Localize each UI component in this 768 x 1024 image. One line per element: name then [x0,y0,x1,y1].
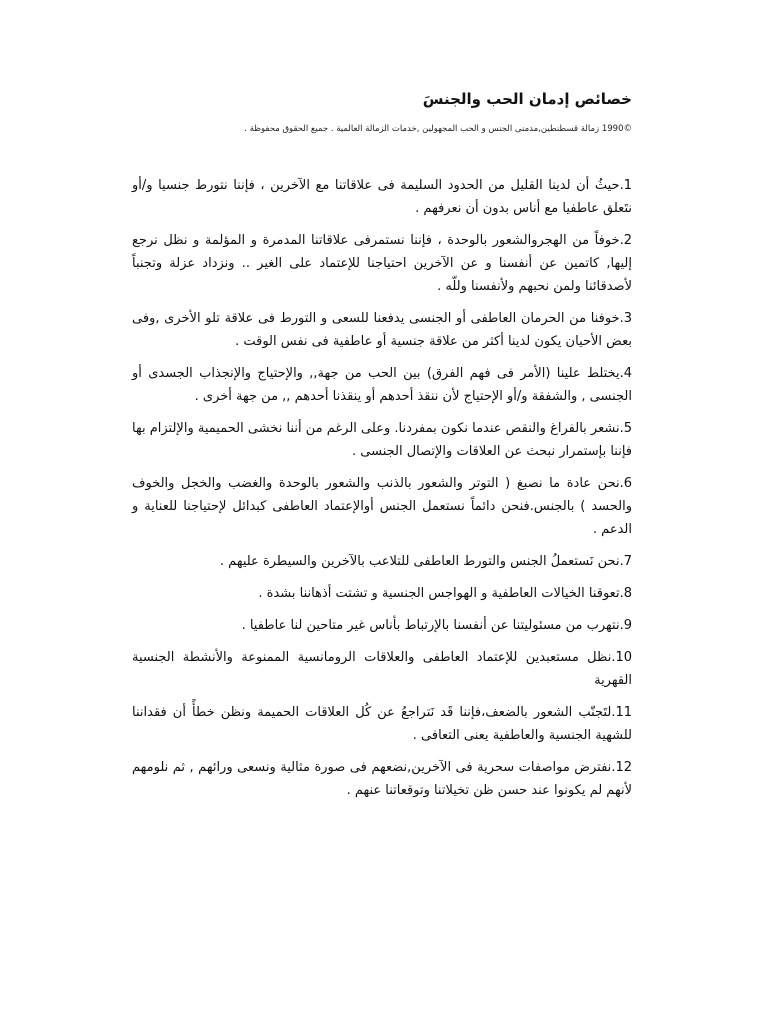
item-number: 11. [611,705,632,720]
list-item [132,582,632,605]
item-number: 6. [619,476,632,491]
list-item [132,550,632,573]
item-number: 8. [619,586,632,601]
item-text: نشعر بالفراغ والنقص عندما نكون بمفردنا. وعلى الرغم من أننا نخشى الحميمية والإلتزام بها فإننا بإستمرار نبحث عن العلاقات والإتصال الجنسى . [132,421,632,459]
item-text: يختلط علينا (الأمر فى فهم الفرق) بين الحب من جهة,, والإحتياج والإنجذاب الجسدى أو الجنسى , والشفقة و/أو الإحتياج لأن ننقذ أحدهم أو ينقذنا أحدهم ,, من جهة أخرى . [132,366,632,404]
characteristics-list [132,174,632,802]
item-text: حيثُ أن لدينا القليل من الحدود السليمة فى علاقاتنا مع الآخرين ، فإننا نتورط جنسيا و/أو نتَعلق عاطفيا مع أناس بدون أن نعرفهم . [132,178,632,216]
item-text: خوفاً من الهجروالشعور بالوحدة ، فإننا نستمرفى علاقاتنا المدمرة و المؤلمة و نظل نرجع إليها, كاتمين عن أنفسنا و عن الآخرين احتياجنا للإعتماد على الغير .. ونزداد عزلة وتجنباً لأصدقائنا ولمن نحبهم ولأنفسنا وللّه . [132,233,632,294]
list-item [132,614,632,637]
list-item [132,362,632,408]
item-number: 5. [619,421,632,436]
item-number: 7. [619,554,632,569]
list-item [132,472,632,541]
document-content [132,86,632,811]
list-item [132,174,632,220]
list-item [132,646,632,692]
list-item [132,417,632,463]
item-number: 9. [619,618,632,633]
copyright-notice: ©1990 زمالة قسطنطين,مدمنى الجنس و الحب المجهولين ,خدمات الزمالة العالمية . جميع الحقوق محفوظة . [244,124,632,134]
item-text: نفترض مواصفات سحرية فى الآخرين,نضعهم فى صورة مثالية ونسعى ورائهم , ثم نلومهم لأنهم لم يكونوا عند حسن ظن تخيلاتنا وتوقعاتنا عنهم . [132,760,632,798]
item-number: 10. [611,650,632,665]
item-text: تعوقنا الخيالات العاطفية و الهواجس الجنسية و تشتت أذهاننا بشدة . [258,586,620,601]
list-item [132,307,632,353]
item-text: نتهرب من مسئوليتنا عن أنفسنا بالإرتباط بأناس غير متاحين لنا عاطفيا . [241,618,620,633]
item-text: خوفنا من الحرمان العاطفى أو الجنسى يدفعنا للسعى و التورط فى علاقة تلو الأخرى ,وفى بعض الأحيان يكون لدينا أكثر من علاقة جنسية أو عاطفية فى نفس الوقت . [132,311,632,349]
item-number: 3. [619,311,632,326]
item-number: 4. [619,366,632,381]
item-text: لتَجنّب الشعور بالضعف،فإننا قَد نَتراجعُ عن كُل العلاقات الحميمة ونظن خطأً أن فقداننا للشهية الجنسية والعاطفية يعنى التعافى . [132,705,632,743]
item-number: 2. [619,233,632,248]
item-number: 12. [611,760,632,775]
item-text: نحن نَستعملُ الجنس والتورط العاطفى للتلاعب بالآخرين والسيطرة عليهم . [219,554,620,569]
item-number: 1. [619,178,632,193]
item-text: نحن عادة ما نصبغ ( التوتر والشعور بالذنب والشعور بالوحدة والغضب والخجل والخوف والحسد ) بالجنس.فنحن دائماً نستعمل الجنس أوالإعتماد العاطفى كبدائل لإحتياجنا للعناية و الدعم . [132,476,632,537]
list-item [132,229,632,298]
list-item [132,701,632,747]
document-title: خصائص إدمان الحب والجنسَ [422,90,632,108]
item-text: نظل مستعبدين للإعتماد العاطفى والعلاقات الرومانسية الممنوعة والأنشطة الجنسية القهرية [132,650,632,688]
list-item [132,756,632,802]
